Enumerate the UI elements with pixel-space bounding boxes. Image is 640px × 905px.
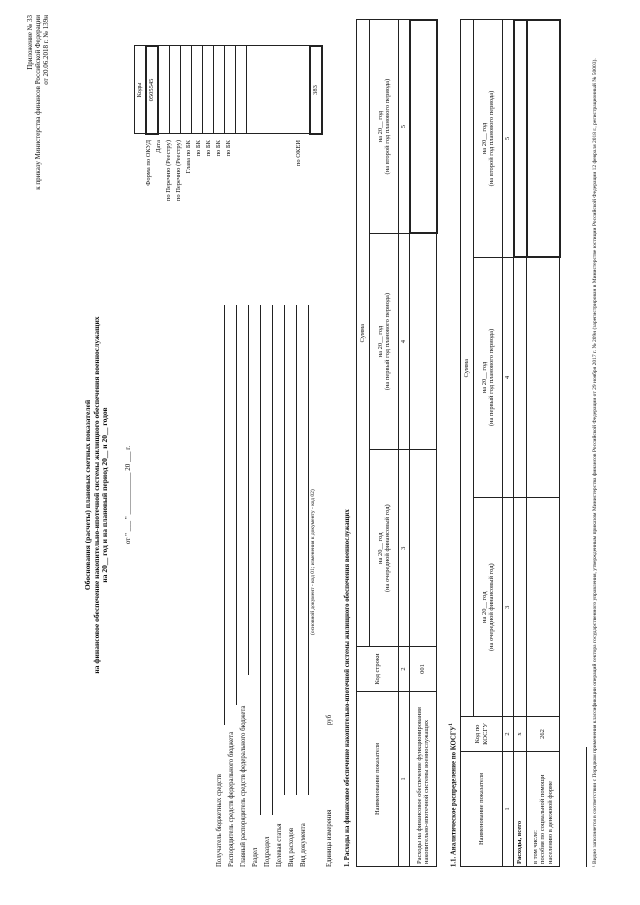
s11-col-sum: Сумма	[461, 20, 474, 717]
field-manager: Распорядитель средств федерального бюджета	[228, 731, 235, 867]
field-expense-type: Вид расходов	[288, 827, 295, 867]
field-doc-type: Вид документа	[300, 823, 307, 867]
code-cell-7	[236, 46, 247, 134]
field-doc-type-line	[308, 305, 309, 795]
s11-total-code: x	[514, 717, 527, 752]
field-chief-manager-line	[248, 305, 249, 675]
s1-col-sum: Сумма	[357, 20, 370, 647]
field-subsection: Подраздел	[264, 836, 271, 867]
s1-num-5: 5	[399, 20, 410, 233]
codes-table	[134, 45, 323, 135]
code-cell-6	[225, 46, 236, 134]
code-label-5: по БК	[215, 140, 222, 157]
s1-col-y3-label: на 20__ год	[376, 110, 384, 143]
field-recipient: Получатель бюджетных средств	[216, 774, 223, 867]
s1-row-name: Расходы на финансовое обеспечение функционирования накопительно-ипотечной системы военнослужащих	[410, 692, 437, 867]
s11-num-3: 3	[503, 498, 514, 717]
s1-col-y3-note: (на второй год планового периода)	[384, 78, 391, 175]
s11-sub-y3	[527, 20, 560, 257]
s11-num-5: 5	[503, 20, 514, 257]
code-label-4: по БК	[205, 140, 212, 157]
s11-col-y2-note: (на первый год планового периода)	[488, 328, 495, 427]
title-line1: Обоснования (расчеты) плановых сметных показателей	[83, 399, 92, 591]
title-line2: на финансовое обеспечение накопительно-ипотечной системы жилищного обеспечения военнослужащих	[91, 316, 101, 674]
s11-col-name: Наименование показателя	[461, 752, 503, 867]
okei-label: по ОКЕИ	[295, 140, 302, 167]
s1-col-y2-note: (на первый год планового периода)	[384, 292, 391, 391]
code-label-3: по БК	[195, 140, 202, 157]
field-target-item: Целевая статья	[276, 823, 283, 867]
s11-incl-label: в том числе:	[531, 830, 539, 864]
s1-num-1: 1	[399, 692, 410, 867]
appendix-header	[26, 15, 50, 315]
s11-sub-label: пособия по социальной помощи населению в денежной форме	[539, 774, 554, 864]
s11-col-y2-label: на 20__ год	[480, 361, 488, 394]
field-section: Раздел	[252, 847, 259, 867]
code-label-6: по БК	[225, 140, 232, 157]
appendix-line3: от 20.06.2018 г. № 139н	[42, 15, 51, 85]
field-manager-line	[236, 305, 237, 705]
unit-label: Единица измерения	[326, 809, 333, 867]
field-chief-manager: Главный распорядитель средств федерального бюджета	[240, 705, 247, 867]
code-cell-5	[214, 46, 225, 134]
field-expense-type-line	[296, 305, 297, 795]
s1-num-4: 4	[399, 233, 410, 450]
rotated-form-page	[20, 0, 630, 875]
s11-total-label: Расходы, всего	[514, 752, 527, 867]
s11-col-y2	[474, 257, 503, 498]
section1-table	[356, 19, 438, 867]
s11-num-1: 1	[503, 752, 514, 867]
s11-col-y3-note: (на второй год планового периода)	[488, 90, 495, 187]
code-cell-8	[247, 46, 311, 134]
s1-col-y2-label: на 20__ год	[376, 325, 384, 358]
s11-sub-label-cell	[527, 752, 560, 867]
code-label-0: по Перечню (Реестру)	[165, 140, 172, 202]
s11-sub-y2	[527, 257, 560, 498]
code-cell-4	[203, 46, 214, 134]
s11-col-y1-label: на 20__ год	[480, 591, 488, 623]
code-cell-2	[181, 46, 192, 134]
section11-table	[460, 19, 561, 867]
s1-row-y1	[410, 450, 437, 647]
s11-num-4: 4	[503, 257, 514, 498]
codes-labels	[144, 140, 304, 315]
field-subsection-line	[272, 305, 273, 815]
section11-title-sup: 1	[448, 723, 454, 726]
code-cell-1	[170, 46, 181, 134]
s1-col-y2	[370, 233, 399, 450]
s11-col-y1	[474, 498, 503, 717]
s11-col-code: Код по КОСГУ	[461, 717, 503, 752]
s1-num-2: 2	[399, 647, 410, 692]
s1-num-3: 3	[399, 450, 410, 647]
okei-value: 383	[310, 46, 322, 134]
s11-col-y1-note: (на очередной финансовый год)	[488, 563, 495, 652]
s1-row-y2	[410, 233, 437, 450]
section11-title	[448, 723, 458, 867]
s11-num-2: 2	[503, 717, 514, 752]
unit-value: руб	[326, 714, 333, 725]
appendix-line2: к приказу Министерства финансов Российской Федерации	[34, 15, 43, 190]
s1-col-code: Код строки	[357, 647, 399, 692]
field-recipient-line	[224, 305, 225, 725]
code-cell-date	[158, 46, 170, 134]
s11-sub-code: 262	[527, 717, 560, 752]
s11-total-y3	[514, 20, 527, 257]
code-cell-3	[192, 46, 203, 134]
s1-col-y1-note: (на очередной финансовый год)	[384, 504, 391, 593]
title-date-line: от " ___ " ____________ 20 ___ г.	[124, 445, 132, 545]
doc-type-note: (основной документ - код 01; изменения к документу - код 02)	[310, 489, 316, 635]
code-label-1: по Перечню (Реестру)	[175, 140, 182, 202]
document-title	[84, 235, 110, 755]
section11-title-text: 1.1. Аналитическое распределение по КОСГУ	[450, 725, 458, 867]
s11-total-y1	[514, 498, 527, 717]
s1-col-name: Наименование показателя	[357, 692, 399, 867]
s11-col-y3-label: на 20__ год	[480, 122, 488, 155]
section1-title: 1. Расходы на финансовое обеспечение накопительно-ипотечной системы жилищного обеспечения военнослужащих	[344, 509, 351, 867]
appendix-line1: Приложение № 33	[26, 15, 34, 70]
s11-total-y2	[514, 257, 527, 498]
date-label: Дата	[155, 140, 162, 153]
s1-col-y3	[370, 20, 399, 233]
s1-col-y1	[370, 450, 399, 647]
okud-label: Форма по ОКУД	[145, 140, 152, 186]
s1-row-code: 001	[410, 647, 437, 692]
title-line3: на 20__ год и на плановый период 20__ и 20__ годов	[100, 407, 110, 583]
codes-header: Коды	[135, 46, 147, 134]
field-target-item-line	[284, 305, 285, 795]
okud-value: 0505545	[146, 46, 158, 134]
field-section-line	[260, 305, 261, 815]
s1-row-y3	[410, 20, 437, 233]
s11-sub-y1	[527, 498, 560, 717]
footnote-separator	[586, 747, 587, 867]
code-label-2: Глава по БК	[185, 140, 192, 174]
s1-col-y1-label: на 20__ год	[376, 532, 384, 564]
footnote: ¹ Видно заполняется в соответствии с Порядком применения классификации операций сектора государственного управления, утвержденным приказом Министерства финансов Российской Федерации от 29 ноября 2017 г. № 209н (зарегистрирован в Министерстве юстиции Российской Федерации 12 февраля 2018 г., регистрационный № 50003).	[592, 58, 598, 867]
s11-col-y3	[474, 20, 503, 257]
